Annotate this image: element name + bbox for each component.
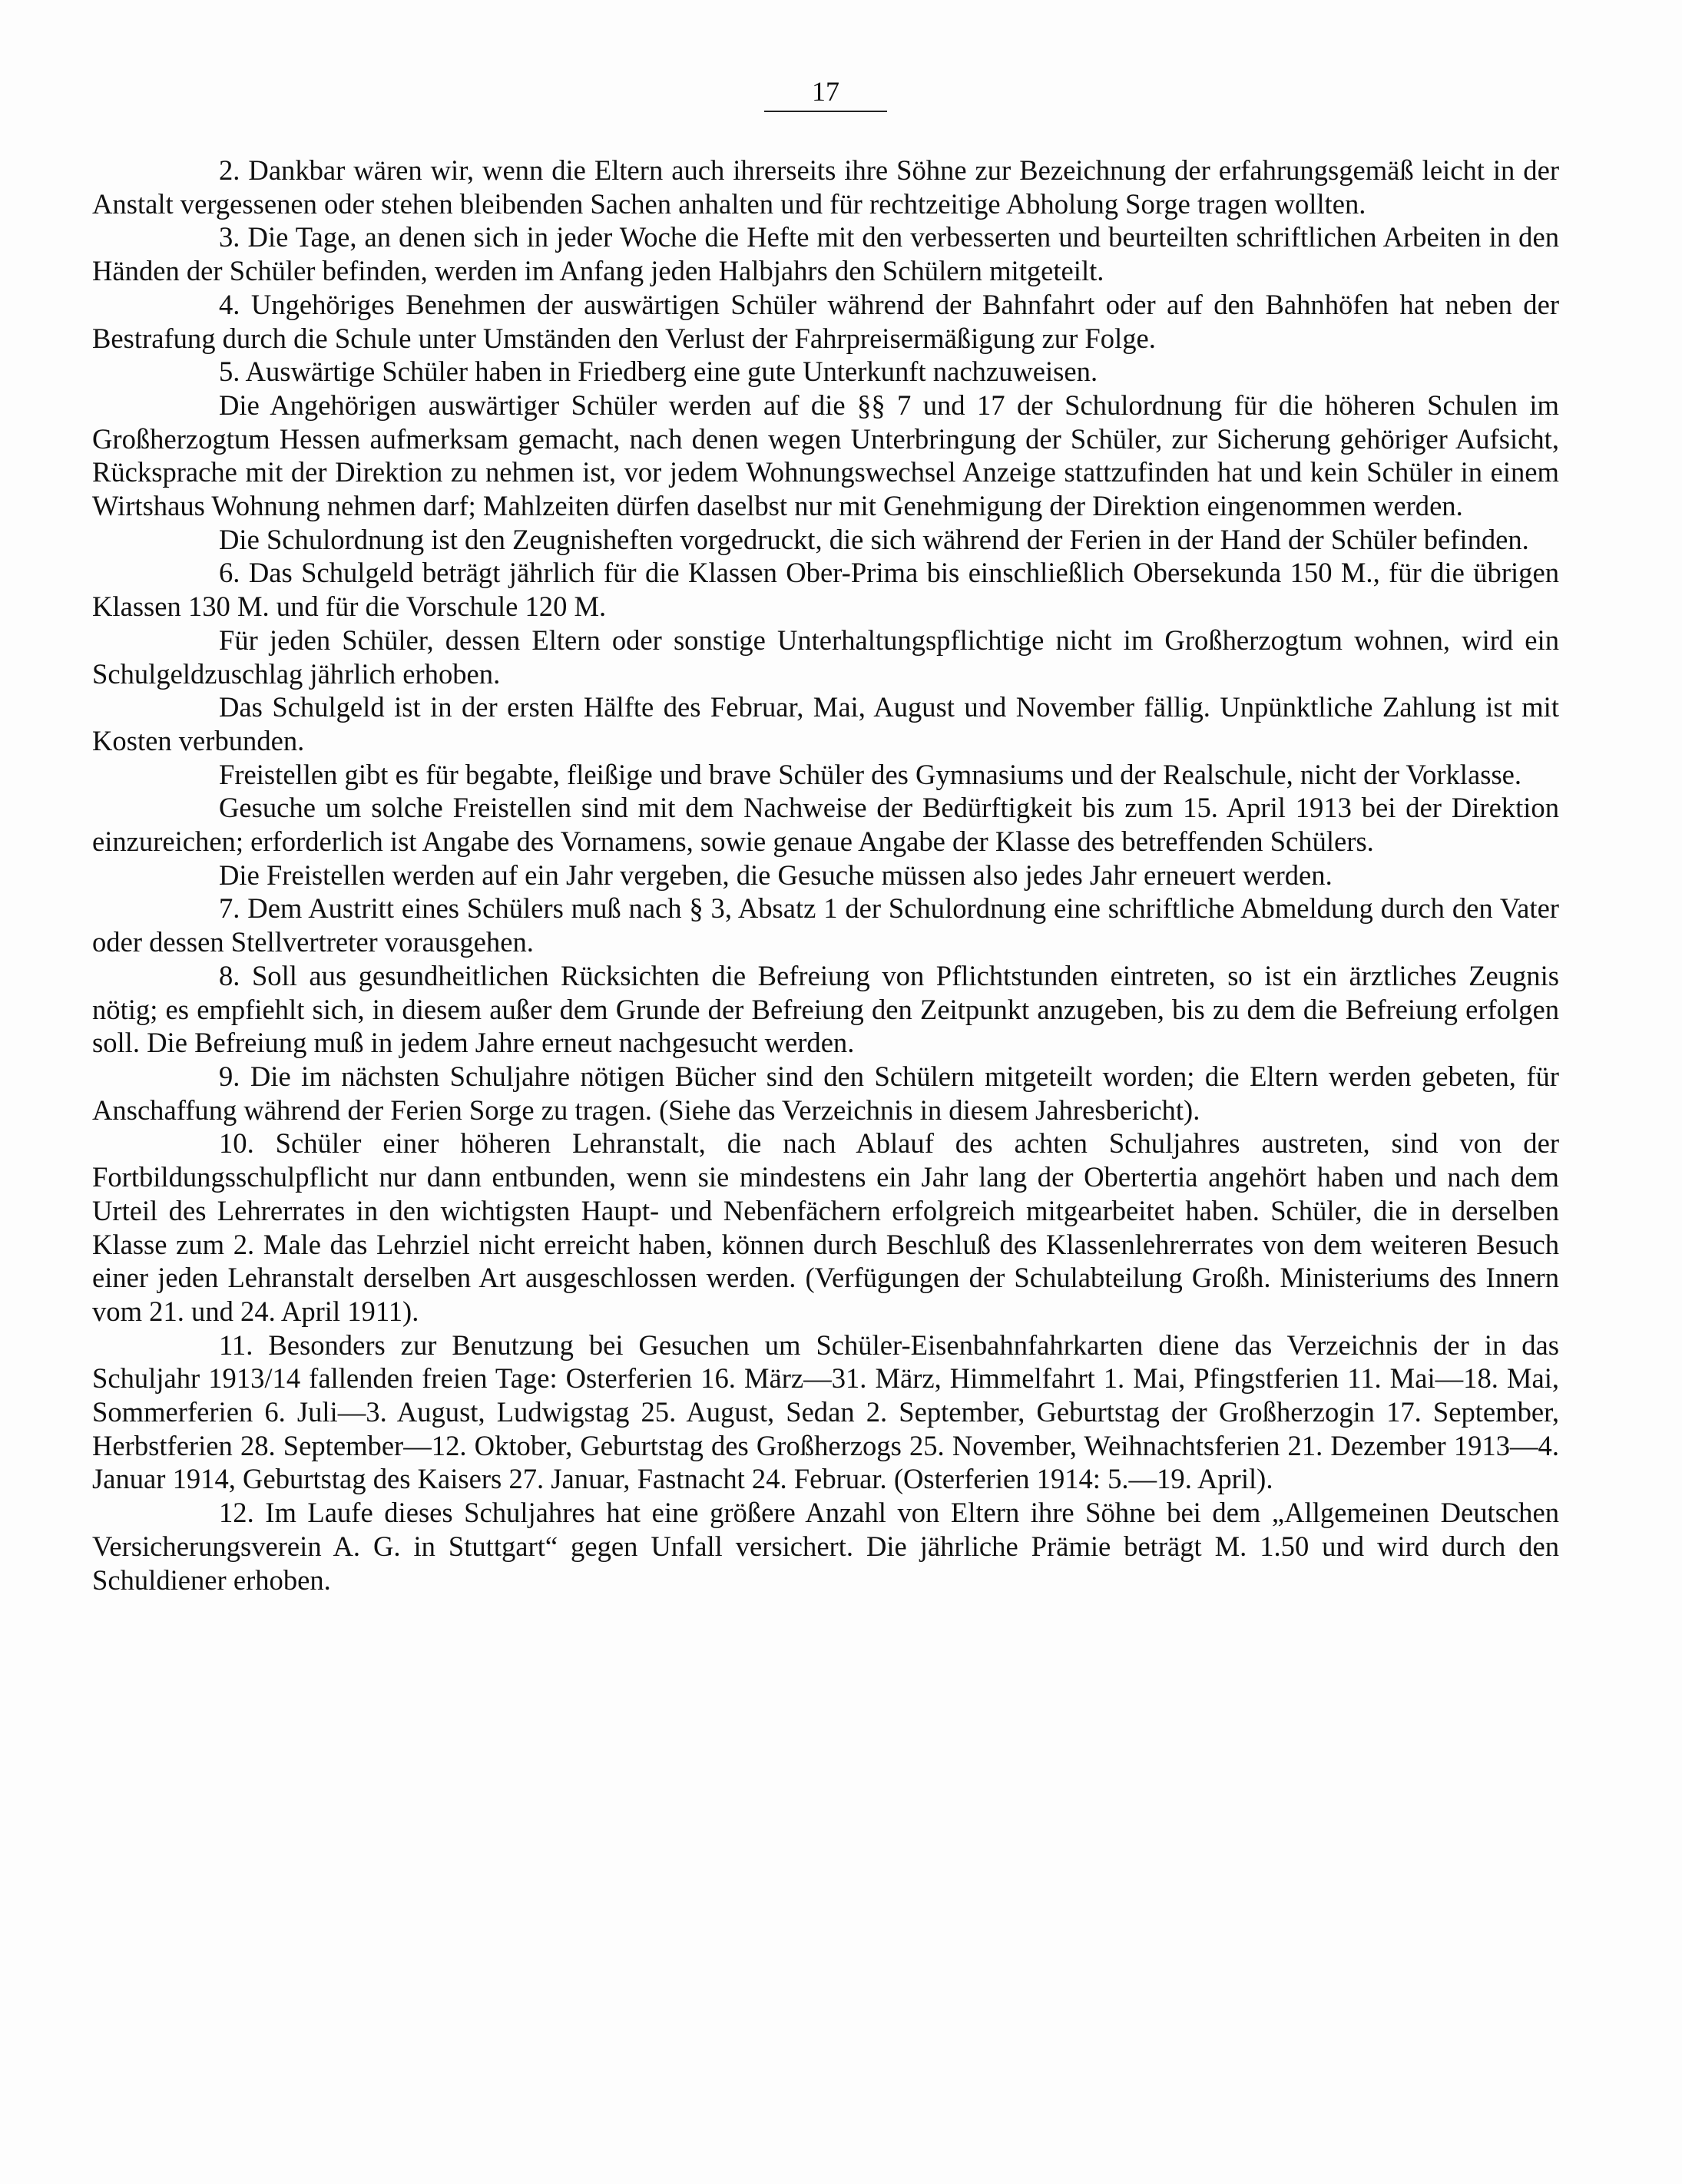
paragraph-9-books: 9. Die im nächsten Schuljahre nötigen Bücher sind den Schülern mitgeteilt worden; die Eltern werden gebeten, für Anschaffung während der Ferien Sorge zu tragen. (Siehe das Verzeichnis in diesem Jahresbericht). — [92, 1060, 1559, 1126]
paragraph-3-corrected-work: 3. Die Tage, an denen sich in jeder Woche die Hefte mit den verbesserten und beurteilten schriftlichen Arbeiten in den Händen der Schüler befinden, werden im Anfang jeden Halbjahrs den Schülern mitgeteilt. — [92, 221, 1559, 287]
page-number: 17 — [764, 75, 887, 112]
paragraph-6-surcharge: Für jeden Schüler, dessen Eltern oder sonstige Unterhaltungspflichtige nicht im Großherzogtum wohnen, wird ein Schulgeldzuschlag jährlich erhoben. — [92, 624, 1559, 690]
paragraph-6-school-fee: 6. Das Schulgeld beträgt jährlich für die Klassen Ober-Prima bis einschließlich Obersekunda 150 M., für die übrigen Klassen 130 M. und für die Vorschule 120 M. — [92, 557, 1559, 623]
paragraph-12-insurance: 12. Im Laufe dieses Schuljahres hat eine größere Anzahl von Eltern ihre Söhne bei dem „Allgemeinen Deutschen Versicherungsverein A. G. in Stuttgart“ gegen Unfall versichert. Die jährliche Prämie beträgt M. 1.50 und wird durch den Schuldiener erhoben. — [92, 1497, 1559, 1596]
paragraph-4-train-behavior: 4. Ungehöriges Benehmen der auswärtigen Schüler während der Bahnfahrt oder auf den Bahnhöfen hat neben der Bestrafung durch die Schule unter Umständen den Verlust der Fahrpreisermäßigung zur Folge. — [92, 288, 1559, 354]
paragraph-5-lodging: 5. Auswärtige Schüler haben in Friedberg eine gute Unterkunft nachzuweisen. — [219, 356, 1098, 388]
paragraph-8-exemption: 8. Soll aus gesundheitlichen Rücksichten die Befreiung von Pflichtstunden eintreten, so ist ein ärztliches Zeugnis nötig; es empfiehlt sich, in diesem außer dem Grunde der Befreiung den Zeitpunkt anzugeben, bis zu dem die Befreiung erfolgen soll. Die Befreiung muß in jedem Jahre erneut nachgesucht werden. — [92, 959, 1559, 1059]
paragraph-free-places: Freistellen gibt es für begabte, fleißige und brave Schüler des Gymnasiums und der Realschule, nicht der Vorklasse. — [219, 758, 1522, 790]
paragraph-11-holidays: 11. Besonders zur Benutzung bei Gesuchen um Schüler-Eisenbahnfahrkarten diene das Verzeichnis der in das Schuljahr 1913/14 fallenden freien Tage: Osterferien 16. März—31. März, Himmelfahrt 1. Mai, Pfingstferien 11. Mai—18. Mai, Sommerferien 6. Juli—3. August, Ludwigstag 25. August, Sedan 2. September, Geburtstag der Großherzogin 17. September, Herbstferien 28. September—12. Oktober, Geburtstag des Großherzogs 25. November, Weihnachtsferien 21. Dezember 1913—4. Januar 1914, Geburtstag des Kaisers 27. Januar, Fastnacht 24. Februar. (Osterferien 1914: 5.—19. April). — [92, 1329, 1559, 1495]
paragraph-5-relatives: Die Angehörigen auswärtiger Schüler werden auf die §§ 7 und 17 der Schulordnung für die höheren Schulen im Großherzogtum Hessen aufmerksam gemacht, nach denen wegen Unterbringung der Schüler, zur Sicherung gehöriger Aufsicht, Rücksprache mit der Direktion zu nehmen ist, vor jedem Wohnungswechsel Anzeige stattzufinden hat und kein Schüler in einem Wirtshaus Wohnung nehmen darf; Mahlzeiten dürfen daselbst nur mit Genehmigung der Direktion eingenommen werden. — [92, 389, 1559, 522]
paragraph-2-lost-items: 2. Dankbar wären wir, wenn die Eltern auch ihrerseits ihre Söhne zur Bezeichnung der erfahrungsgemäß leicht in der Anstalt vergessenen oder stehen bleibenden Sachen anhalten und für rechtzeitige Abholung Sorge tragen wollten. — [92, 154, 1559, 220]
paragraph-10-continuation-school: 10. Schüler einer höheren Lehranstalt, die nach Ablauf des achten Schuljahres austreten, sind von der Fortbildungsschulpflicht nur dann entbunden, wenn sie mindestens ein Jahr lang der Obertertia angehört haben und nach dem Urteil des Lehrerrates in den wichtigsten Haupt- und Nebenfächern erfolgreich mitgearbeitet haben. Schüler, die in derselben Klasse zum 2. Male das Lehrziel nicht erreicht haben, können durch Beschluß des Klassenlehrerrates von dem weiteren Besuch einer jeden Lehranstalt derselben Art ausgeschlossen werden. (Verfügungen der Schulabteilung Großh. Ministeriums des Innern vom 21. und 24. April 1911). — [92, 1127, 1559, 1327]
paragraph-6-due-dates: Das Schulgeld ist in der ersten Hälfte des Februar, Mai, August und November fällig. Unpünktliche Zahlung ist mit Kosten verbunden. — [92, 691, 1559, 756]
paragraph-applications: Gesuche um solche Freistellen sind mit dem Nachweise der Bedürftigkeit bis zum 15. April 1913 bei der Direktion einzureichen; erforderlich ist Angabe des Vornamens, sowie genaue Angabe der Klasse des betreffenden Schülers. — [92, 792, 1559, 858]
body-text — [92, 154, 1559, 1597]
paragraph-free-places-renewal: Die Freistellen werden auf ein Jahr vergeben, die Gesuche müssen also jedes Jahr erneuert werden. — [219, 859, 1333, 891]
paragraph-7-withdrawal: 7. Dem Austritt eines Schülers muß nach § 3, Absatz 1 der Schulordnung eine schriftliche Abmeldung durch den Vater oder dessen Stellvertreter vorausgehen. — [92, 892, 1559, 958]
paragraph-5-school-rules: Die Schulordnung ist den Zeugnisheften vorgedruckt, die sich während der Ferien in der Hand der Schüler befinden. — [219, 523, 1529, 555]
